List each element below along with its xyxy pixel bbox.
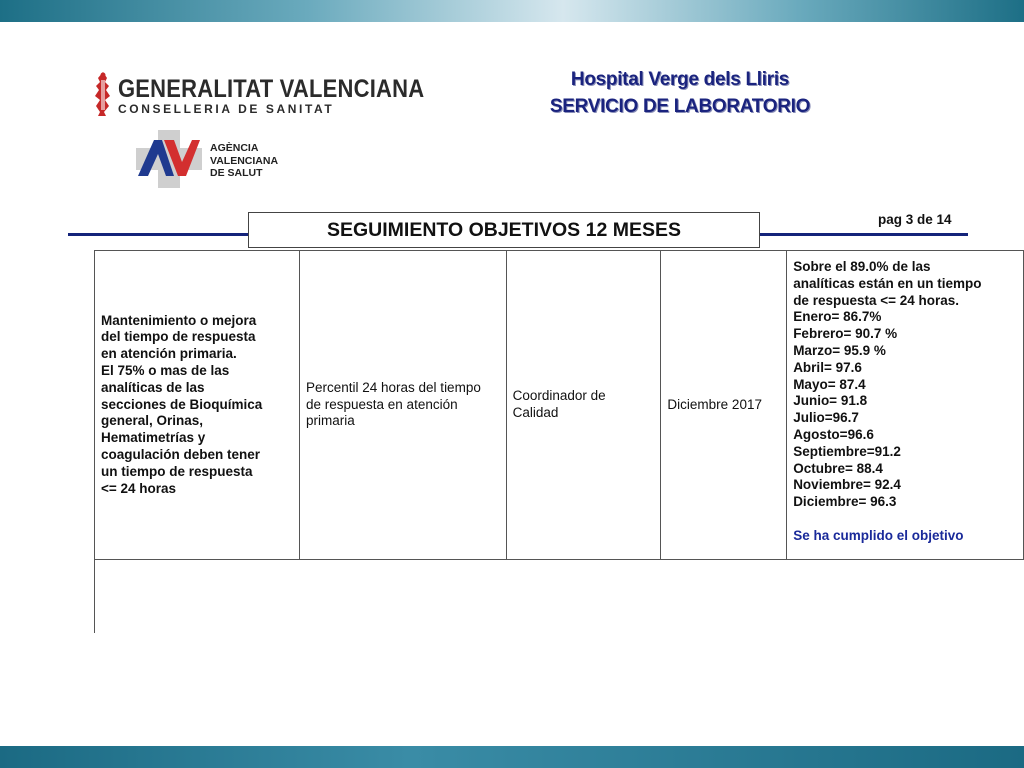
- avs-name: [210, 142, 278, 180]
- objective-line: del tiempo de respuesta: [101, 329, 256, 345]
- service-name: SERVICIO DE LABORATORIO: [549, 96, 811, 117]
- result-line: Agosto=96.6: [793, 426, 874, 442]
- generalitat-logo: [92, 70, 425, 120]
- table-row: [95, 251, 1024, 560]
- objective-line: <= 24 horas: [101, 480, 177, 496]
- objective-line: Hematimetrías y: [101, 430, 206, 446]
- title-rule-right: [760, 233, 968, 236]
- generalitat-name: GENERALITAT VALENCIANA: [118, 74, 425, 103]
- bottom-decorative-band: [0, 746, 1024, 768]
- indicator-line: Percentil 24 horas del tiempo: [305, 379, 481, 395]
- avs-logo: [136, 130, 296, 188]
- avs-name-line: VALENCIANA: [210, 154, 279, 167]
- result-line: Mayo= 87.4: [793, 376, 866, 392]
- avs-name-line: DE SALUT: [210, 167, 263, 179]
- objective-line: secciones de Bioquímica: [101, 396, 263, 412]
- result-spacer: [793, 511, 1017, 528]
- result-line: Octubre= 88.4: [793, 460, 883, 476]
- result-line: Abril= 97.6: [793, 359, 862, 375]
- result-cell: [787, 251, 1024, 560]
- deadline-cell: Diciembre 2017: [661, 251, 787, 560]
- generalitat-emblem-icon: [92, 70, 114, 118]
- document-title: SEGUIMIENTO OBJETIVOS 12 MESES: [248, 212, 760, 248]
- objective-line: El 75% o mas de las: [101, 363, 230, 378]
- conclusion-text: Se ha cumplido el objetivo: [793, 527, 964, 543]
- avs-emblem-icon: [136, 130, 202, 188]
- result-line: Marzo= 95.9 %: [793, 342, 886, 358]
- result-line: Junio= 91.8: [793, 393, 868, 409]
- result-line: analíticas están en un tiempo: [793, 275, 982, 291]
- title-rule-left: [68, 233, 250, 236]
- responsible-line: Coordinador de: [512, 388, 606, 404]
- top-decorative-band: [0, 0, 1024, 22]
- objective-line: coagulación deben tener: [101, 446, 261, 462]
- conselleria-name: CONSELLERIA DE SANITAT: [118, 102, 335, 116]
- page-indicator: pag 3 de 14: [878, 212, 952, 227]
- indicator-line: primaria: [305, 413, 355, 429]
- result-line: Diciembre= 96.3: [793, 494, 897, 510]
- indicator-line: de respuesta en atención: [305, 396, 458, 412]
- responsible-cell: [506, 251, 661, 560]
- result-line: Sobre el 89.0% de las: [793, 259, 931, 274]
- responsible-line: Calidad: [512, 405, 559, 420]
- result-line: Septiembre=91.2: [793, 443, 901, 459]
- result-line: de respuesta <= 24 horas.: [793, 292, 960, 308]
- objective-line: analíticas de las: [101, 379, 205, 395]
- objective-line: Mantenimiento o mejora: [101, 312, 257, 328]
- result-line: Noviembre= 92.4: [793, 477, 901, 493]
- hospital-heading: [520, 66, 840, 120]
- objective-line: general, Orinas,: [101, 413, 204, 429]
- hospital-name: Hospital Verge dels Lliris: [570, 69, 790, 90]
- avs-name-line: AGÈNCIA: [210, 142, 259, 154]
- indicator-cell: [299, 251, 506, 560]
- result-line: Enero= 86.7%: [793, 309, 882, 325]
- objective-cell: [95, 251, 300, 560]
- result-line: Julio=96.7: [793, 410, 859, 426]
- table-continuation-border: [94, 551, 95, 633]
- objective-line: un tiempo de respuesta: [101, 463, 253, 479]
- objective-line: en atención primaria.: [101, 346, 237, 362]
- objectives-table: [94, 250, 1024, 560]
- result-line: Febrero= 90.7 %: [793, 326, 898, 342]
